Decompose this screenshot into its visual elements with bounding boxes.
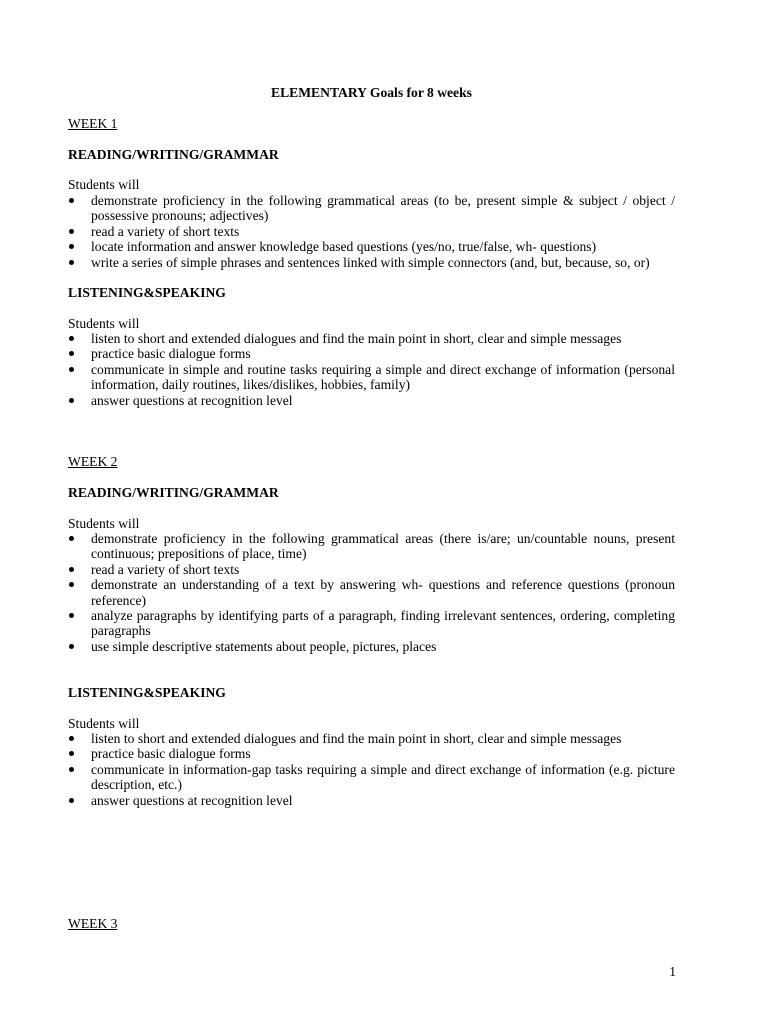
list-item: [68, 793, 675, 808]
list-item-text: listen to short and extended dialogues and find the main point in short, clear and simple messages: [91, 331, 622, 346]
list-item-text: practice basic dialogue forms: [91, 346, 251, 362]
list-item-text: demonstrate proficiency in the following grammatical areas (there is/are; un/countable nouns, present continuous; prepositions of place, time): [91, 531, 675, 562]
list-item-text: communicate in information-gap tasks requiring a simple and direct exchange of information (e.g. picture description, etc.): [91, 761, 675, 793]
list-item: [68, 639, 675, 654]
week-2-listening-list: [68, 731, 675, 808]
week-2-label: WEEK 2: [68, 454, 118, 469]
list-item-text: listen to short and extended dialogues and find the main point in short, clear and simple messages: [91, 731, 622, 746]
list-item-text: practice basic dialogue forms: [91, 746, 251, 762]
week-1-listening-intro: Students will: [68, 316, 140, 331]
week-2-reading-intro: Students will: [68, 516, 140, 531]
list-item-text: answer questions at recognition level: [91, 792, 293, 808]
list-item: [68, 362, 675, 393]
week-1-listening-list: [68, 331, 675, 408]
week-2-reading-list: [68, 531, 675, 654]
list-item: [68, 746, 675, 761]
list-item: [68, 731, 675, 746]
document-title: ELEMENTARY Goals for 8 weeks: [271, 85, 472, 100]
list-item: [68, 193, 675, 224]
list-item: [68, 346, 675, 361]
list-item-text: demonstrate proficiency in the following grammatical areas (to be, present simple & subject / object / possessive pronouns; adjectives): [91, 193, 675, 224]
week-3-label: WEEK 3: [68, 916, 118, 931]
week-1-reading-heading: READING/WRITING/GRAMMAR: [68, 147, 279, 162]
week-1-reading-list: [68, 193, 675, 270]
list-item-text: use simple descriptive statements about people, pictures, places: [91, 638, 437, 654]
week-2-reading-heading: READING/WRITING/GRAMMAR: [68, 485, 279, 500]
list-item: [68, 331, 675, 346]
week-1-listening-heading: LISTENING&SPEAKING: [68, 285, 226, 300]
list-item: [68, 608, 675, 639]
page-number: 1: [669, 964, 676, 979]
list-item: [68, 562, 675, 577]
list-item-text: answer questions at recognition level: [91, 392, 293, 408]
list-item-text: communicate in simple and routine tasks requiring a simple and direct exchange of information (personal information, daily routines, likes/dislikes, hobbies, family): [91, 361, 675, 393]
list-item-text: read a variety of short texts: [91, 223, 240, 239]
week-1-label: WEEK 1: [68, 116, 118, 131]
list-item: [68, 239, 675, 254]
list-item-text: write a series of simple phrases and sentences linked with simple connectors (and, but, because, so, or): [91, 254, 650, 270]
list-item: [68, 393, 675, 408]
list-item: [68, 255, 675, 270]
list-item-text: demonstrate an understanding of a text by answering wh- questions and reference questions (pronoun reference): [91, 577, 675, 608]
week-2-listening-heading: LISTENING&SPEAKING: [68, 685, 226, 700]
list-item: [68, 577, 675, 608]
list-item-text: analyze paragraphs by identifying parts of a paragraph, finding irrelevant sentences, ordering, completing paragraphs: [91, 608, 675, 639]
list-item-text: locate information and answer knowledge based questions (yes/no, true/false, wh- questions): [91, 239, 597, 255]
list-item: [68, 224, 675, 239]
week-1-reading-intro: Students will: [68, 177, 140, 192]
list-item: [68, 531, 675, 562]
list-item-text: read a variety of short texts: [91, 561, 240, 577]
list-item: [68, 762, 675, 793]
week-2-listening-intro: Students will: [68, 716, 140, 731]
